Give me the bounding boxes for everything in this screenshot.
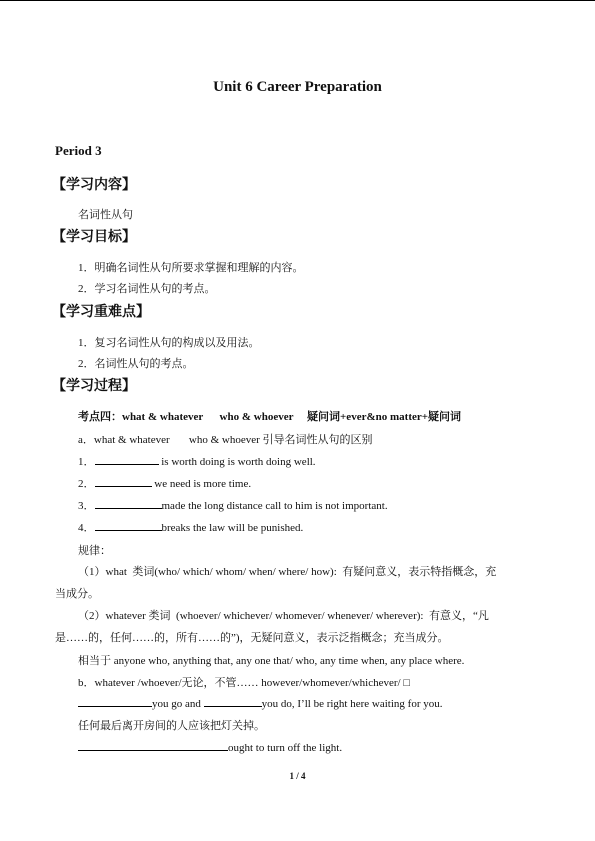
exercise-text: breaks the law will be punished.: [161, 522, 304, 534]
exercise-text: we need is more time.: [151, 478, 252, 490]
sentence-b-part-2: you do, I’ll be right here waiting for you.: [261, 698, 443, 710]
point-title: 考点四：what & whatever who & whoever 疑问词+ever&no matter+疑问词: [78, 411, 462, 423]
key-point-item-1: 1．复习名词性从句的构成以及用法。: [78, 337, 260, 349]
section-heading-key-points: 【学习重难点】: [52, 304, 150, 320]
section-heading-content: 【学习内容】: [52, 177, 136, 193]
chinese-sentence: 任何最后离开房间的人应该把灯关掉。: [78, 720, 265, 732]
content-text: 名词性从句: [78, 209, 133, 221]
rule-2-line-1: （2）whatever 类词 (whoever/ whichever/ whomever/ whenever/ wherever): 有意义，“凡: [78, 610, 489, 622]
period-label: Period 3: [55, 143, 102, 158]
exercise-text: made the long distance call to him is not important.: [161, 500, 388, 512]
exercise-text: is worth doing is worth doing well.: [158, 456, 316, 468]
answer-blank[interactable]: [95, 476, 152, 487]
exercise-4: [78, 519, 303, 535]
section-heading-process: 【学习过程】: [52, 378, 136, 394]
exercise-number: 4．: [78, 522, 95, 534]
answer-blank[interactable]: [95, 520, 162, 531]
rule-1-line-2: 当成分。: [55, 588, 99, 600]
rule-label: 规律：: [78, 545, 111, 557]
answer-blank[interactable]: [95, 454, 159, 465]
sentence-b: [78, 696, 443, 710]
sentence-b-part-1: you go and: [152, 698, 204, 710]
exercise-1: [78, 453, 316, 469]
exercise-3: [78, 497, 388, 513]
key-point-item-2: 2．名词性从句的考点。: [78, 358, 194, 370]
exercise-number: 1．: [78, 456, 95, 468]
rule-1-line-1: （1）what 类词(who/ which/ whom/ when/ where/ how): 有疑问意义，表示特指概念，充: [78, 566, 497, 578]
exercise-number: 2．: [78, 478, 95, 490]
section-heading-goals: 【学习目标】: [52, 229, 136, 245]
top-rule: [0, 0, 595, 1]
goal-item-2: 2．学习名词性从句的考点。: [78, 283, 216, 295]
document-title: Unit 6 Career Preparation: [213, 79, 382, 95]
sentence-c: [78, 740, 342, 754]
rule-2-line-2: 是……的，任何……的，所有……的”)，无疑问意义，表示泛指概念；充当成分。: [55, 632, 449, 644]
answer-blank[interactable]: [204, 696, 262, 707]
page-number: 1 / 4: [289, 771, 306, 781]
goal-item-1: 1．明确名词性从句所要求掌握和理解的内容。: [78, 262, 304, 274]
answer-blank[interactable]: [78, 740, 228, 751]
answer-blank[interactable]: [95, 498, 162, 509]
exercise-number: 3．: [78, 500, 95, 512]
sub-heading-b: b．whatever /whoever/无论，不管…… however/whomever/whichever/ □: [78, 677, 410, 689]
sentence-c-text: ought to turn off the light.: [228, 742, 343, 754]
answer-blank[interactable]: [78, 696, 152, 707]
equivalent-note: 相当于 anyone who, anything that, any one that/ who, any time when, any place where.: [78, 655, 465, 667]
sub-heading-a: a．what & whatever who & whoever 引导名词性从句的区别: [78, 434, 373, 446]
exercise-2: [78, 475, 251, 491]
